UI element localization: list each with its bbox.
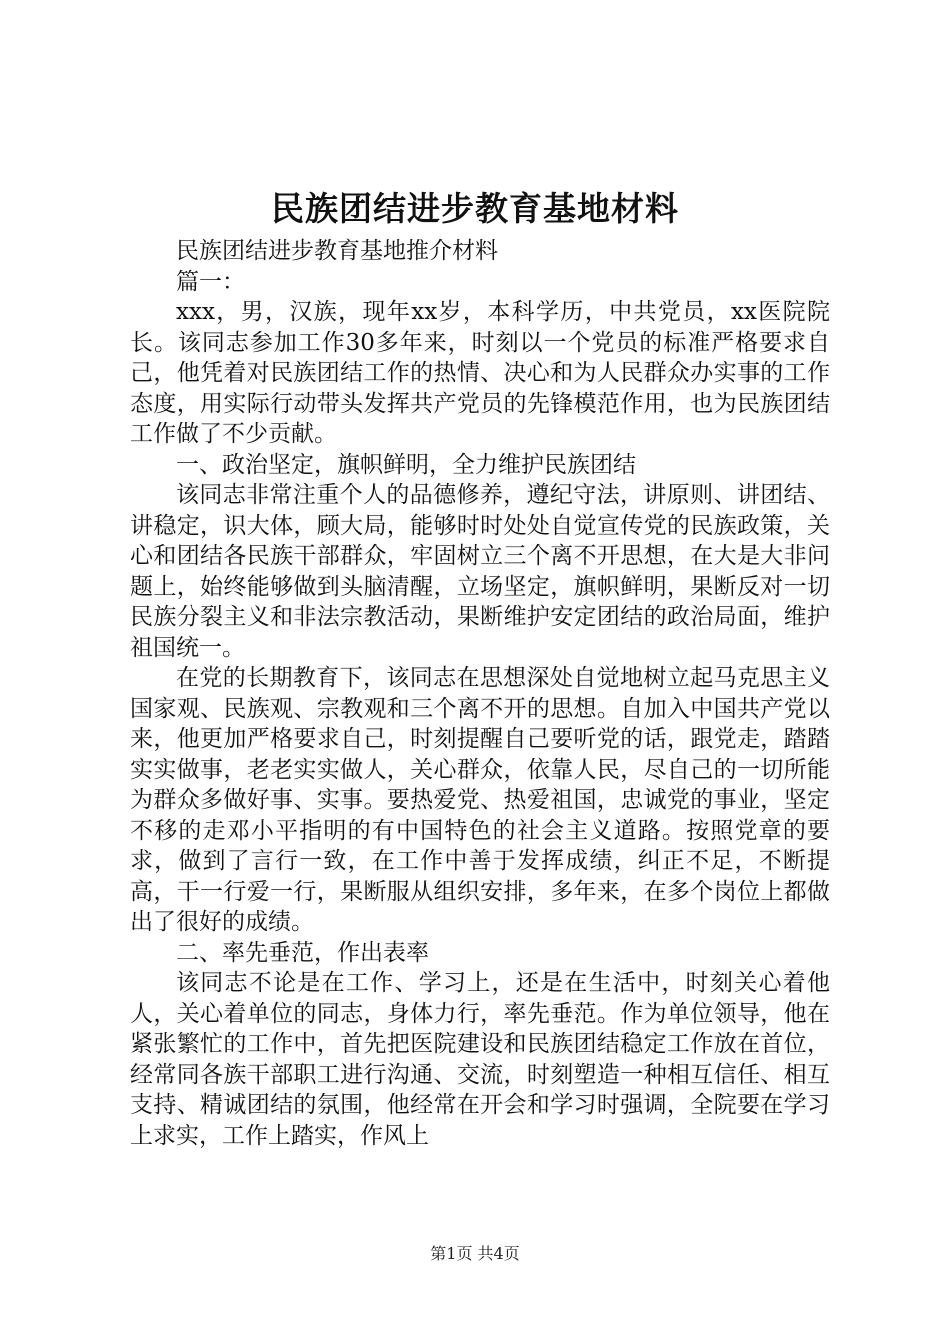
body-paragraph: 该同志不论是在工作、学习上，还是在生活中，时刻关心着他人，关心着单位的同志，身体力行，率先垂范。作为单位领导，他在紧张繁忙的工作中，首先把医院建设和民族团结稳定工作放在首位，经常同各族干部职工进行沟通、交流，时刻塑造一种相互信任、相互支持、精诚团结的氛围，他经常在开会和学习时强调，全院要在学习上求实，工作上踏实，作风上 [130, 970, 830, 1149]
heading-one-paragraph: 一、政治坚定，旗帜鲜明，全力维护民族团结 [176, 451, 636, 478]
body-paragraph: 在党的长期教育下，该同志在思想深处自觉地树立起马克思主义国家观、民族观、宗教观和三个离不开的思想。自加入中国共产党以来，他更加严格要求自己，时刻提醒自己要听党的话，跟党走，踏踏实实做事，老老实实做人，关心群众，依靠人民，尽自己的一切所能为群众多做好事、实事。要热爱党、热爱祖国，忠诚党的事业，坚定不移的走邓小平指明的有中国特色的社会主义道路。按照党章的要求，做到了言行一致，在工作中善于发挥成绩，纠正不足，不断提高，干一行爱一行，果断服从组织安排，多年来，在多个岗位上都做出了很好的成绩。 [130, 665, 830, 935]
subtitle-paragraph: 民族团结进步教育基地推介材料 [176, 238, 498, 264]
document-title: 民族团结进步教育基地材料 [271, 189, 679, 228]
body-paragraph: 该同志非常注重个人的品德修养，遵纪守法，讲原则、讲团结、讲稳定，识大体，顾大局，能够时时处处自觉宣传党的民族政策，关心和团结各民族干部群众，牢固树立三个离不开思想，在大是大非问题上，始终能够做到头脑清醒，立场坚定，旗帜鲜明，果断反对一切民族分裂主义和非法宗教活动，果断维护安定团结的政治局面，维护祖国统一。 [130, 482, 830, 661]
document-body [130, 236, 830, 1151]
section-label-paragraph: 篇一： [176, 268, 245, 295]
page-footer: 第1页 共4页 [430, 1244, 520, 1263]
heading-two-paragraph: 二、率先垂范，作出表率 [176, 939, 429, 966]
intro-paragraph: xxx，男，汉族，现年xx岁，本科学历，中共党员，xx医院院长。该同志参加工作30多年来，时刻以一个党员的标准严格要求自己，他凭着对民族团结工作的热情、决心和为人民群众办实事的工作态度，用实际行动带头发挥共产党员的先锋模范作用，也为民族团结工作做了不少贡献。 [130, 299, 830, 447]
